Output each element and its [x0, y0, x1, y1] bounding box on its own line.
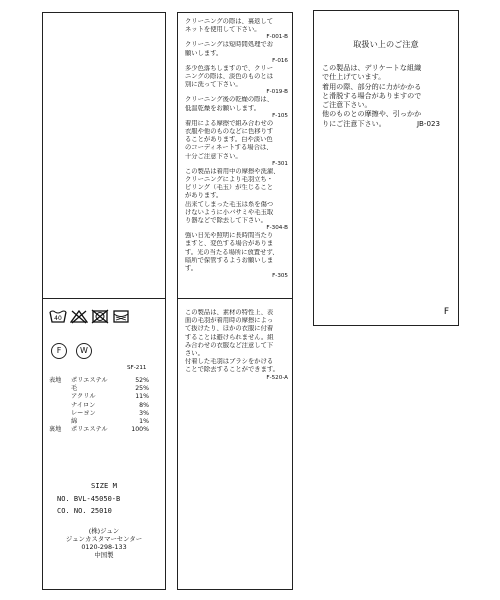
no-tumble-dry-icon [91, 309, 109, 324]
composition-row [49, 418, 161, 426]
composition-fiber: ナイロン [71, 401, 96, 409]
tag-divider [43, 298, 165, 299]
care-note-code: F-520-A [266, 374, 288, 381]
care-note-line: す。 [185, 265, 198, 273]
composition-part [49, 393, 71, 401]
care-note-code: F-305 [272, 273, 288, 280]
care-note-line: クリーニングは短時間処理でお [185, 41, 274, 49]
line-dry-icon [112, 309, 130, 324]
care-note [185, 120, 288, 168]
care-note [185, 41, 288, 64]
care-notes-lower [185, 309, 288, 382]
caution-line [322, 119, 452, 128]
care-note-line: 低温乾燥をお願いします。 [185, 104, 261, 112]
care-note-line: み合わせの衣服など注意して下 [185, 341, 274, 349]
customer-center: ジュンカスタマーセンター [65, 535, 143, 543]
care-note-line: ことで除去することができます。 [185, 366, 279, 374]
care-note-line: て抜けたり、ほかの衣服に付着 [185, 325, 274, 333]
phone-number: 0120-298-133 [81, 543, 127, 551]
composition-row [49, 385, 161, 393]
caution-line: この製品は、デリケートな組織 [322, 63, 422, 72]
caution-line-text: りにご注意下さい。 [322, 118, 386, 128]
care-note-line: クリーニングにより毛羽立ち・ [185, 176, 274, 184]
wash-tub-40-icon [49, 309, 67, 324]
care-note-line: 願いします。 [185, 49, 223, 57]
care-note-line: 衣服や他のものなどに色移りす [185, 128, 274, 136]
composition-percent: 25% [135, 385, 149, 393]
care-note-line: クリーニングの際は、裏返して [185, 18, 274, 25]
composition-row [49, 377, 161, 385]
composition-part [49, 410, 71, 418]
caution-title: 取扱い上のご注意 [353, 39, 419, 49]
composition-row [49, 410, 161, 418]
care-note [185, 65, 288, 97]
composition-part: 裏地 [49, 426, 62, 434]
no-bleach-icon [70, 309, 88, 324]
wash-temperature: 40 [54, 315, 62, 322]
caution-line: 着用の際、部分的に力がかかる [322, 81, 422, 91]
care-note-line: 十分ご注意下さい。 [185, 152, 242, 160]
care-note-code: F-105 [272, 112, 288, 119]
care-note [185, 96, 288, 119]
care-note-code: F-304-B [266, 225, 288, 232]
care-note-line: ることがあります。白や淡い色 [185, 136, 273, 144]
caution-line: ご注意下さい。 [322, 100, 372, 110]
company-name: (株)ジュン [88, 527, 120, 535]
composition-part: 表地 [49, 377, 62, 384]
composition-fiber: 毛 [71, 385, 78, 393]
caution-line: と滑脱する場合がありますので [322, 90, 422, 100]
corner-mark: F [443, 307, 449, 317]
composition-fiber: ポリエステル [71, 426, 108, 434]
size-label: SIZE M [91, 481, 117, 490]
maker-info [43, 527, 165, 559]
care-notes-upper [185, 18, 288, 280]
care-note-line: ピリング（毛玉）が生じること [185, 184, 274, 192]
composition-percent: 1% [139, 418, 149, 426]
care-note-line: さい。 [185, 350, 204, 358]
care-note-line: クリーニング後の乾燥の際は、 [185, 96, 274, 104]
care-note-line: のコーディネートする場合は、 [185, 144, 273, 152]
care-note [185, 168, 288, 232]
care-note-line: 出来てしまった毛玉は糸を傷つ [185, 200, 274, 208]
care-note-line: ますと、変色する場合がありま [185, 240, 274, 248]
care-note-line: けないように小バサミや毛玉取 [185, 208, 274, 216]
composition-percent: 52% [135, 377, 149, 384]
sf-code: SF-211 [127, 365, 147, 371]
care-note-line: 着用による摩擦で組み合わせの [185, 119, 274, 127]
composition-percent: 8% [139, 401, 149, 409]
care-note-line: 付着した毛羽はブラシをかける [185, 358, 274, 366]
care-symbols [49, 309, 130, 324]
care-note-line: 別に洗って下さい。 [185, 81, 242, 89]
care-note-line: 面の毛羽が着用時の摩擦によっ [185, 317, 274, 325]
care-note-line: 強い日光や照明に長時間当たり [185, 232, 274, 240]
country-of-origin: 中国製 [94, 551, 114, 559]
composition-percent: 11% [135, 393, 149, 401]
composition-row [49, 393, 161, 401]
dry-clean-f-icon: F [51, 343, 67, 359]
care-note [185, 309, 288, 382]
dry-clean-marks [51, 343, 92, 359]
composition-part [49, 402, 71, 410]
composition-part [49, 418, 71, 426]
composition-fiber: アクリル [71, 393, 96, 401]
care-note [185, 232, 288, 280]
care-note-code: F-301 [272, 160, 288, 167]
product-numbers [57, 494, 120, 517]
composition-percent: 100% [131, 426, 149, 434]
product-no: NO. BVL-45050-B [57, 495, 121, 503]
care-note-line: す。光の当たる場所に放置せず、 [185, 248, 279, 256]
care-note-line: することは避けられません。組 [185, 333, 274, 341]
care-note-code: F-001-B [266, 34, 288, 41]
caution-line: で仕上げています。 [322, 72, 386, 82]
composition-row [49, 426, 161, 434]
caution-body [322, 63, 452, 128]
care-instructions-tag [177, 12, 293, 590]
wet-clean-w-icon: W [76, 343, 92, 359]
composition-fiber: ポリエステル [71, 377, 108, 384]
composition-percent: 3% [139, 409, 149, 417]
composition-fiber: レーヨン [71, 409, 96, 417]
care-note [185, 18, 288, 41]
color-no: CO. NO. 25010 [57, 506, 112, 515]
care-note-code: F-016 [272, 57, 288, 64]
care-note-line: 暗所で保管するようお願いしま [185, 256, 274, 264]
handling-caution-tag [313, 10, 459, 326]
tag-divider [178, 298, 292, 299]
care-note-code: F-019-B [266, 89, 288, 96]
composition-row [49, 402, 161, 410]
caution-line: 他のものとの摩擦や、引っかか [322, 109, 422, 119]
care-note-line: り器などで除去して下さい。 [185, 217, 267, 225]
composition-fiber: 綿 [71, 418, 78, 426]
composition-tag [42, 12, 166, 590]
care-note-line: この製品は、素材の特性上、表 [185, 309, 274, 316]
caution-code: JB-023 [416, 118, 440, 128]
care-note-line: があります。 [185, 192, 223, 200]
care-note-line: ニングの際は、淡色のものとは [185, 73, 274, 81]
composition-part [49, 385, 71, 393]
care-note-line: この製品は着用中の摩擦や洗濯、 [185, 167, 280, 175]
composition-table [49, 377, 161, 434]
care-note-line: ネットを使用して下さい。 [185, 26, 261, 34]
care-note-line: 多少色落ちしますので、クリー [185, 64, 274, 72]
